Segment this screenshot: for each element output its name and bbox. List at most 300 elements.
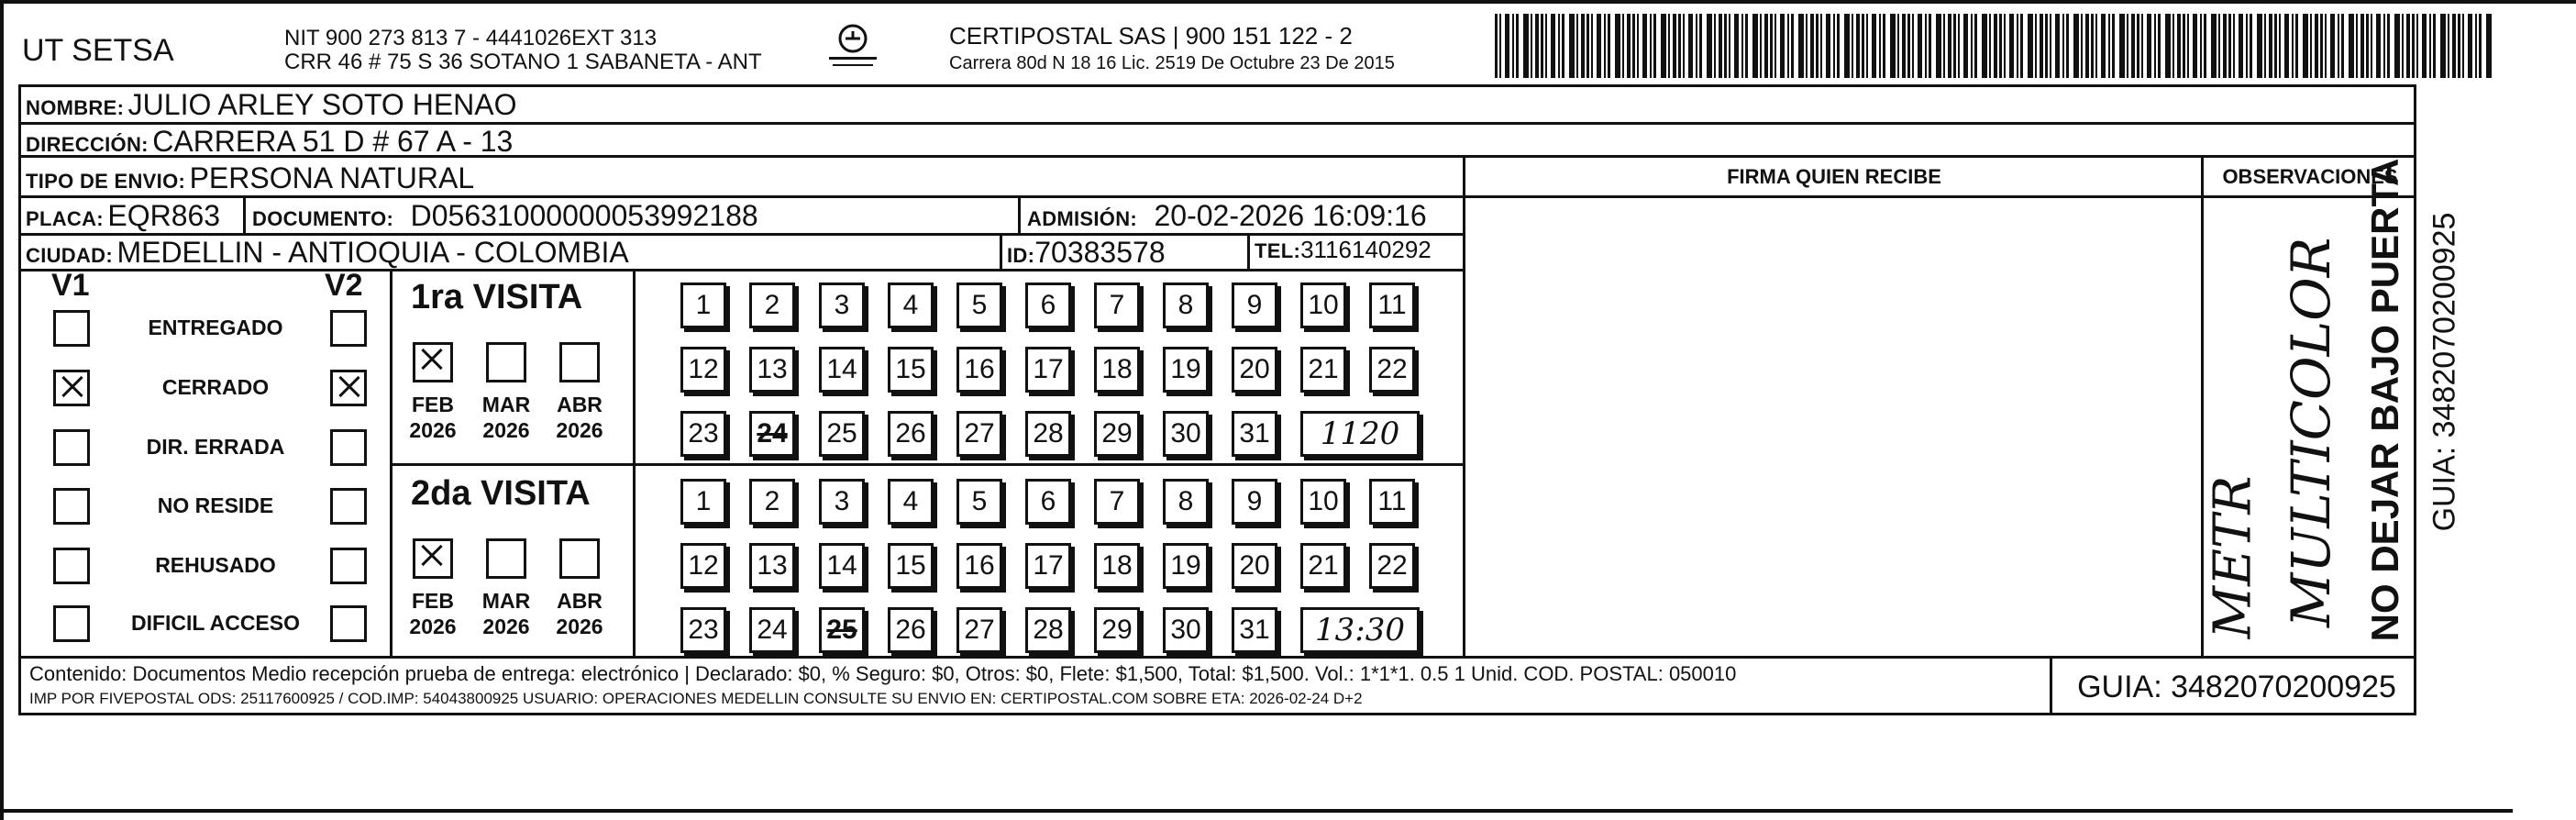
- month-name: ABR: [557, 393, 603, 416]
- barcode-bar: [2315, 14, 2318, 78]
- day-box[interactable]: 20: [1232, 543, 1277, 589]
- barcode-bar: [2204, 14, 2206, 78]
- nombre-row: [26, 88, 517, 122]
- day-box[interactable]: 16: [956, 543, 1002, 589]
- barcode-bar: [2108, 14, 2110, 78]
- day-box[interactable]: 14: [819, 543, 865, 589]
- barcode-bar: [2112, 14, 2115, 78]
- barcode-bar: [2028, 14, 2033, 78]
- v2-label: V2: [325, 268, 363, 303]
- documento-row: [252, 199, 758, 233]
- v2-checkbox[interactable]: [330, 605, 367, 642]
- barcode-bar: [2387, 14, 2390, 78]
- barcode-bar: [2172, 14, 2174, 78]
- barcode-bar: [2131, 14, 2135, 78]
- day-box[interactable]: 8: [1163, 283, 1209, 328]
- barcode-bar: [2360, 14, 2364, 78]
- day-box[interactable]: 14: [819, 347, 865, 393]
- day-box[interactable]: 6: [1025, 479, 1071, 525]
- barcode-bar: [1862, 14, 1864, 78]
- visit-divider: [390, 463, 1463, 466]
- barcode-bar: [1745, 14, 1748, 78]
- day-box[interactable]: 29: [1094, 607, 1140, 653]
- barcode-bar: [2035, 14, 2037, 78]
- barcode-bar: [2440, 14, 2446, 78]
- month-checkbox[interactable]: [413, 538, 453, 579]
- barcode-bar: [1872, 14, 1876, 78]
- footer-top-line: [18, 656, 2416, 659]
- barcode-bar: [1820, 14, 1822, 78]
- month-name: FEB: [412, 393, 454, 416]
- documento-label: DOCUMENTO:: [252, 207, 394, 230]
- no-dejar-bajo-puerta: NO DEJAR BAJO PUERTA: [2363, 158, 2406, 642]
- month-checkbox[interactable]: [559, 342, 600, 382]
- barcode-bar: [2119, 14, 2125, 78]
- day-box[interactable]: 29: [1094, 411, 1140, 457]
- barcode-bar: [2183, 14, 2185, 78]
- barcode-bar: [2452, 14, 2456, 78]
- imp-text: IMP POR FIVEPOSTAL ODS: 25117600925 / COD.IMP: 54043800925 USUARIO: OPERACIONES MEDELLIN CONSULTE SU ENVIO EN: CERTIPOSTAL.COM SOBRE ETA: 2026-02-24 D+2: [29, 690, 1363, 707]
- barcode-bar: [1943, 14, 1945, 78]
- company-address: CRR 46 # 75 S 36 SOTANO 1 SABANETA - ANT: [284, 50, 762, 74]
- barcode-bar: [2085, 14, 2089, 78]
- page-border-bottom: [0, 809, 2513, 813]
- day-box[interactable]: 10: [1300, 283, 1346, 328]
- day-box[interactable]: 2: [749, 283, 795, 328]
- barcode-bar: [1936, 14, 1941, 78]
- day-box[interactable]: 11: [1369, 283, 1415, 328]
- barcode-bar: [2448, 14, 2449, 78]
- visit-title: 1ra VISITA: [411, 278, 583, 316]
- barcode: [1495, 0, 2494, 83]
- barcode-bar: [2394, 14, 2400, 78]
- month-year: 2026: [482, 615, 530, 638]
- barcode-bar: [2383, 14, 2385, 78]
- barcode-bar: [2429, 14, 2431, 78]
- barcode-bar: [1673, 14, 1676, 78]
- month-divider: [633, 269, 636, 656]
- day-box[interactable]: 4: [888, 479, 934, 525]
- day-box[interactable]: 18: [1094, 347, 1140, 393]
- barcode-bar: [2264, 14, 2266, 78]
- v2-checkbox[interactable]: [330, 429, 367, 466]
- nombre-label: NOMBRE:: [26, 96, 125, 119]
- month-checkbox[interactable]: [486, 538, 526, 579]
- side-guia: GUIA: 3482070200925: [2427, 212, 2462, 532]
- day-box[interactable]: 17: [1025, 543, 1071, 589]
- admision-value: 20-02-2026 16:09:16: [1154, 199, 1427, 232]
- day-box[interactable]: 9: [1232, 283, 1277, 328]
- day-box[interactable]: 9: [1232, 479, 1277, 525]
- day-box[interactable]: 4: [888, 283, 934, 328]
- barcode-bar: [2292, 14, 2294, 78]
- contenido-text: Contenido: Documentos Medio recepción prueba de entrega: electrónico | Declarado: $0, % Seguro: $0, Otros: $0, Flete: $1,500, Total: $1,500. Vol.: 1*1*1. 0.5 1 Unid. COD. POSTAL: 050010: [29, 662, 1737, 685]
- month-name: MAR: [481, 393, 531, 416]
- day-box[interactable]: 15: [888, 347, 934, 393]
- barcode-bar: [2274, 14, 2277, 78]
- visit-time[interactable]: 13:30: [1300, 607, 1420, 653]
- barcode-bar: [2040, 14, 2043, 78]
- day-box[interactable]: 23: [680, 411, 726, 457]
- barcode-bar: [1683, 14, 1685, 78]
- month-label: [479, 588, 534, 639]
- barcode-bar: [1890, 14, 1896, 78]
- ciudad-row: [26, 236, 629, 270]
- tel-label: TEL:: [1255, 239, 1301, 262]
- barcode-bar: [2416, 14, 2418, 78]
- month-name: ABR: [557, 589, 603, 613]
- day-box[interactable]: 10: [1300, 479, 1346, 525]
- barcode-bar: [1622, 14, 1624, 78]
- day-box[interactable]: 15: [888, 543, 934, 589]
- barcode-bar: [1576, 14, 1578, 78]
- tel-row: [1255, 236, 1432, 264]
- day-box[interactable]: 23: [680, 607, 726, 653]
- admision-row: [1027, 199, 1427, 233]
- day-box[interactable]: 5: [956, 283, 1002, 328]
- guia-box-left: [2050, 656, 2052, 715]
- barcode-bar: [2091, 14, 2094, 78]
- day-box[interactable]: 21: [1300, 347, 1346, 393]
- barcode-bar: [2193, 14, 2197, 78]
- barcode-bar: [1653, 14, 1656, 78]
- day-box[interactable]: 1: [680, 283, 726, 328]
- day-box[interactable]: 31: [1232, 607, 1277, 653]
- day-box[interactable]: 3: [819, 479, 865, 525]
- month-label: [552, 392, 607, 443]
- barcode-bar: [1531, 14, 1532, 78]
- barcode-bar: [1499, 14, 1501, 78]
- barcode-bar: [2211, 14, 2217, 78]
- v1-checkbox[interactable]: [53, 310, 90, 347]
- barcode-bar: [1971, 14, 1973, 78]
- barcode-bar: [1724, 14, 1727, 78]
- barcode-bar: [2045, 14, 2048, 78]
- barcode-bar: [1591, 14, 1593, 78]
- barcode-bar: [2017, 14, 2018, 78]
- day-box[interactable]: 22: [1369, 347, 1415, 393]
- day-box[interactable]: 26: [888, 607, 934, 653]
- barcode-bar: [1989, 14, 1991, 78]
- barcode-bar: [2055, 14, 2060, 78]
- status-reason-label: REHUSADO: [155, 553, 276, 577]
- day-box[interactable]: 22: [1369, 543, 1415, 589]
- barcode-bar: [1587, 14, 1589, 78]
- barcode-bar: [2233, 14, 2235, 78]
- v1-label: V1: [51, 268, 90, 303]
- barcode-bar: [1764, 14, 1768, 78]
- barcode-bar: [2004, 14, 2006, 78]
- barcode-bar: [1699, 14, 1702, 78]
- day-box[interactable]: 12: [680, 543, 726, 589]
- barcode-bar: [2412, 14, 2415, 78]
- day-box[interactable]: 11: [1369, 479, 1415, 525]
- barcode-bar: [1999, 14, 2002, 78]
- barcode-bar: [2127, 14, 2128, 78]
- barcode-bar: [1535, 14, 1539, 78]
- barcode-bar: [2177, 14, 2181, 78]
- day-box[interactable]: 19: [1163, 543, 1209, 589]
- barcode-bar: [1806, 14, 1808, 78]
- month-label: [479, 392, 534, 443]
- barcode-bar: [2020, 14, 2023, 78]
- barcode-bar: [2320, 14, 2323, 78]
- barcode-bar: [1642, 14, 1647, 78]
- barcode-bar: [2406, 14, 2410, 78]
- company-name: UT SETSA: [22, 33, 174, 68]
- barcode-bar: [1545, 14, 1547, 78]
- admision-divider: [1018, 195, 1021, 233]
- barcode-bar: [1741, 14, 1743, 78]
- day-box[interactable]: 18: [1094, 543, 1140, 589]
- certipostal-address: Carrera 80d N 18 16 Lic. 2519 De Octubre 23 De 2015: [949, 53, 1395, 73]
- barcode-bar: [2479, 14, 2482, 78]
- barcode-bar: [1752, 14, 1758, 78]
- barcode-bar: [2475, 14, 2477, 78]
- month-year: 2026: [409, 615, 457, 638]
- barcode-bar: [2250, 14, 2252, 78]
- v1-checkbox[interactable]: [53, 370, 90, 406]
- barcode-bar: [1826, 14, 1830, 78]
- barcode-bar: [1918, 14, 1922, 78]
- barcode-bar: [2371, 14, 2372, 78]
- barcode-bar: [1637, 14, 1639, 78]
- barcode-bar: [2246, 14, 2248, 78]
- status-reason-label: ENTREGADO: [148, 316, 283, 339]
- day-box[interactable]: 24: [749, 607, 795, 653]
- barcode-bar: [1661, 14, 1666, 78]
- v2-checkbox[interactable]: [330, 488, 367, 525]
- id-label: ID:: [1007, 244, 1035, 267]
- barcode-bar: [1883, 14, 1885, 78]
- status-divider: [390, 269, 392, 656]
- barcode-bar: [2158, 14, 2161, 78]
- v2-checkbox[interactable]: [330, 548, 367, 584]
- barcode-bar: [1696, 14, 1697, 78]
- visit-time[interactable]: 1120: [1300, 411, 1420, 457]
- barcode-bar: [1912, 14, 1914, 78]
- month-label: [405, 588, 460, 639]
- day-box[interactable]: 3: [819, 283, 865, 328]
- barcode-bar: [2269, 14, 2272, 78]
- observaciones-handwriting: MULTICOLOR: [2280, 237, 2342, 627]
- day-box[interactable]: 27: [956, 411, 1002, 457]
- v2-checkbox[interactable]: [330, 370, 367, 406]
- barcode-bar: [1953, 14, 1956, 78]
- placa-value: EQR863: [107, 199, 221, 232]
- v1-checkbox[interactable]: [53, 548, 90, 584]
- barcode-bar: [2081, 14, 2083, 78]
- barcode-bar: [1541, 14, 1543, 78]
- barcode-bar: [2295, 14, 2298, 78]
- barcode-bar: [2200, 14, 2202, 78]
- barcode-bar: [2303, 14, 2308, 78]
- certipostal-name: CERTIPOSTAL SAS | 900 151 122 - 2: [949, 22, 1353, 50]
- barcode-bar: [1597, 14, 1601, 78]
- barcode-bar: [1948, 14, 1951, 78]
- month-checkbox[interactable]: [413, 342, 453, 382]
- barcode-bar: [1780, 14, 1785, 78]
- v2-checkbox[interactable]: [330, 310, 367, 347]
- tipo-label: TIPO DE ENVIO:: [26, 170, 186, 193]
- barcode-bar: [2066, 14, 2069, 78]
- barcode-bar: [1495, 14, 1498, 78]
- barcode-bar: [1798, 14, 1804, 78]
- day-box[interactable]: 31: [1232, 411, 1277, 457]
- day-box[interactable]: 25: [819, 607, 865, 653]
- barcode-bar: [2062, 14, 2064, 78]
- direccion-row: [26, 125, 513, 159]
- barcode-bar: [2257, 14, 2262, 78]
- day-box[interactable]: 24: [749, 411, 795, 457]
- day-box[interactable]: 19: [1163, 347, 1209, 393]
- placa-row: [26, 199, 220, 233]
- barcode-bar: [2187, 14, 2189, 78]
- day-box[interactable]: 7: [1094, 283, 1140, 328]
- barcode-bar: [1902, 14, 1906, 78]
- barcode-bar: [2141, 14, 2143, 78]
- day-box[interactable]: 25: [819, 411, 865, 457]
- row-line-3: [18, 195, 2416, 198]
- tel-divider: [1247, 233, 1250, 269]
- month-year: 2026: [556, 418, 603, 442]
- v1-checkbox[interactable]: [53, 488, 90, 525]
- placa-divider: [243, 195, 246, 233]
- barcode-bar: [1837, 14, 1840, 78]
- day-box[interactable]: 12: [680, 347, 726, 393]
- day-box[interactable]: 28: [1025, 607, 1071, 653]
- status-reason-label: CERRADO: [161, 375, 270, 399]
- day-box[interactable]: 1: [680, 479, 726, 525]
- barcode-bar: [2486, 14, 2492, 78]
- day-box[interactable]: 21: [1300, 543, 1346, 589]
- direccion-label: DIRECCIÓN:: [26, 133, 149, 156]
- barcode-bar: [1994, 14, 1997, 78]
- day-box[interactable]: 17: [1025, 347, 1071, 393]
- barcode-bar: [2228, 14, 2231, 78]
- day-box[interactable]: 13: [749, 347, 795, 393]
- barcode-bar: [2239, 14, 2243, 78]
- month-label: [552, 588, 607, 639]
- barcode-bar: [1650, 14, 1652, 78]
- barcode-bar: [2154, 14, 2156, 78]
- barcode-bar: [1678, 14, 1681, 78]
- barcode-bar: [2101, 14, 2106, 78]
- barcode-bar: [2356, 14, 2358, 78]
- col-firma-left: [1463, 155, 1465, 656]
- barcode-bar: [1770, 14, 1773, 78]
- day-box[interactable]: 28: [1025, 411, 1071, 457]
- day-box[interactable]: 16: [956, 347, 1002, 393]
- barcode-bar: [2402, 14, 2404, 78]
- barcode-bar: [2338, 14, 2339, 78]
- day-box[interactable]: 26: [888, 411, 934, 457]
- day-box[interactable]: 6: [1025, 283, 1071, 328]
- month-name: FEB: [412, 589, 454, 613]
- barcode-bar: [1897, 14, 1899, 78]
- barcode-bar: [1816, 14, 1819, 78]
- documento-value: D05631000000053992188: [410, 199, 758, 232]
- barcode-bar: [2218, 14, 2220, 78]
- status-reason-label: NO RESIDE: [157, 493, 274, 517]
- ciudad-label: CIUDAD:: [26, 244, 113, 267]
- barcode-bar: [1760, 14, 1762, 78]
- month-year: 2026: [482, 418, 530, 442]
- barcode-bar: [1551, 14, 1555, 78]
- barcode-bar: [1627, 14, 1631, 78]
- firma-header: FIRMA QUIEN RECIBE: [1727, 165, 1941, 188]
- barcode-bar: [2330, 14, 2335, 78]
- id-value: 70383578: [1034, 236, 1166, 269]
- admision-label: ADMISIÓN:: [1027, 207, 1138, 230]
- footer-guia: GUIA: 3482070200925: [2077, 670, 2396, 704]
- barcode-bar: [2341, 14, 2344, 78]
- barcode-bar: [2073, 14, 2079, 78]
- barcode-bar: [1844, 14, 1850, 78]
- barcode-bar: [1856, 14, 1860, 78]
- nombre-value: JULIO ARLEY SOTO HENAO: [127, 88, 517, 121]
- day-box[interactable]: 8: [1163, 479, 1209, 525]
- barcode-bar: [1787, 14, 1789, 78]
- day-box[interactable]: 5: [956, 479, 1002, 525]
- barcode-bar: [2095, 14, 2097, 78]
- barcode-bar: [1714, 14, 1716, 78]
- barcode-bar: [2050, 14, 2051, 78]
- barcode-bar: [1852, 14, 1853, 78]
- barcode-bar: [1963, 14, 1968, 78]
- month-name: MAR: [481, 589, 531, 613]
- barcode-bar: [1615, 14, 1620, 78]
- barcode-bar: [2325, 14, 2327, 78]
- month-checkbox[interactable]: [559, 538, 600, 579]
- day-box[interactable]: 7: [1094, 479, 1140, 525]
- barcode-bar: [2422, 14, 2427, 78]
- certipostal-logo-icon: [825, 22, 880, 73]
- barcode-bar: [1958, 14, 1960, 78]
- barcode-bar: [1581, 14, 1585, 78]
- observaciones-handwriting-2: METR: [2203, 475, 2263, 639]
- visit-title: 2da VISITA: [411, 474, 591, 513]
- barcode-bar: [1505, 14, 1509, 78]
- barcode-bar: [1608, 14, 1610, 78]
- barcode-bar: [2376, 14, 2381, 78]
- placa-label: PLACA:: [26, 207, 104, 230]
- day-box[interactable]: 20: [1232, 347, 1277, 393]
- barcode-bar: [1523, 14, 1529, 78]
- barcode-bar: [2468, 14, 2472, 78]
- barcode-bar: [2349, 14, 2354, 78]
- day-box[interactable]: 27: [956, 607, 1002, 653]
- page-border-left: [0, 0, 4, 820]
- barcode-bar: [1734, 14, 1739, 78]
- month-checkbox[interactable]: [486, 342, 526, 382]
- day-box[interactable]: 30: [1163, 411, 1209, 457]
- barcode-bar: [1974, 14, 1977, 78]
- day-box[interactable]: 30: [1163, 607, 1209, 653]
- day-box[interactable]: 13: [749, 543, 795, 589]
- barcode-bar: [1866, 14, 1868, 78]
- barcode-bar: [1729, 14, 1730, 78]
- id-divider: [1000, 233, 1002, 269]
- barcode-bar: [2310, 14, 2312, 78]
- v1-checkbox[interactable]: [53, 605, 90, 642]
- barcode-bar: [2462, 14, 2464, 78]
- barcode-bar: [1512, 14, 1514, 78]
- v1-checkbox[interactable]: [53, 429, 90, 466]
- barcode-bar: [2009, 14, 2014, 78]
- barcode-bar: [1719, 14, 1722, 78]
- day-box[interactable]: 2: [749, 479, 795, 525]
